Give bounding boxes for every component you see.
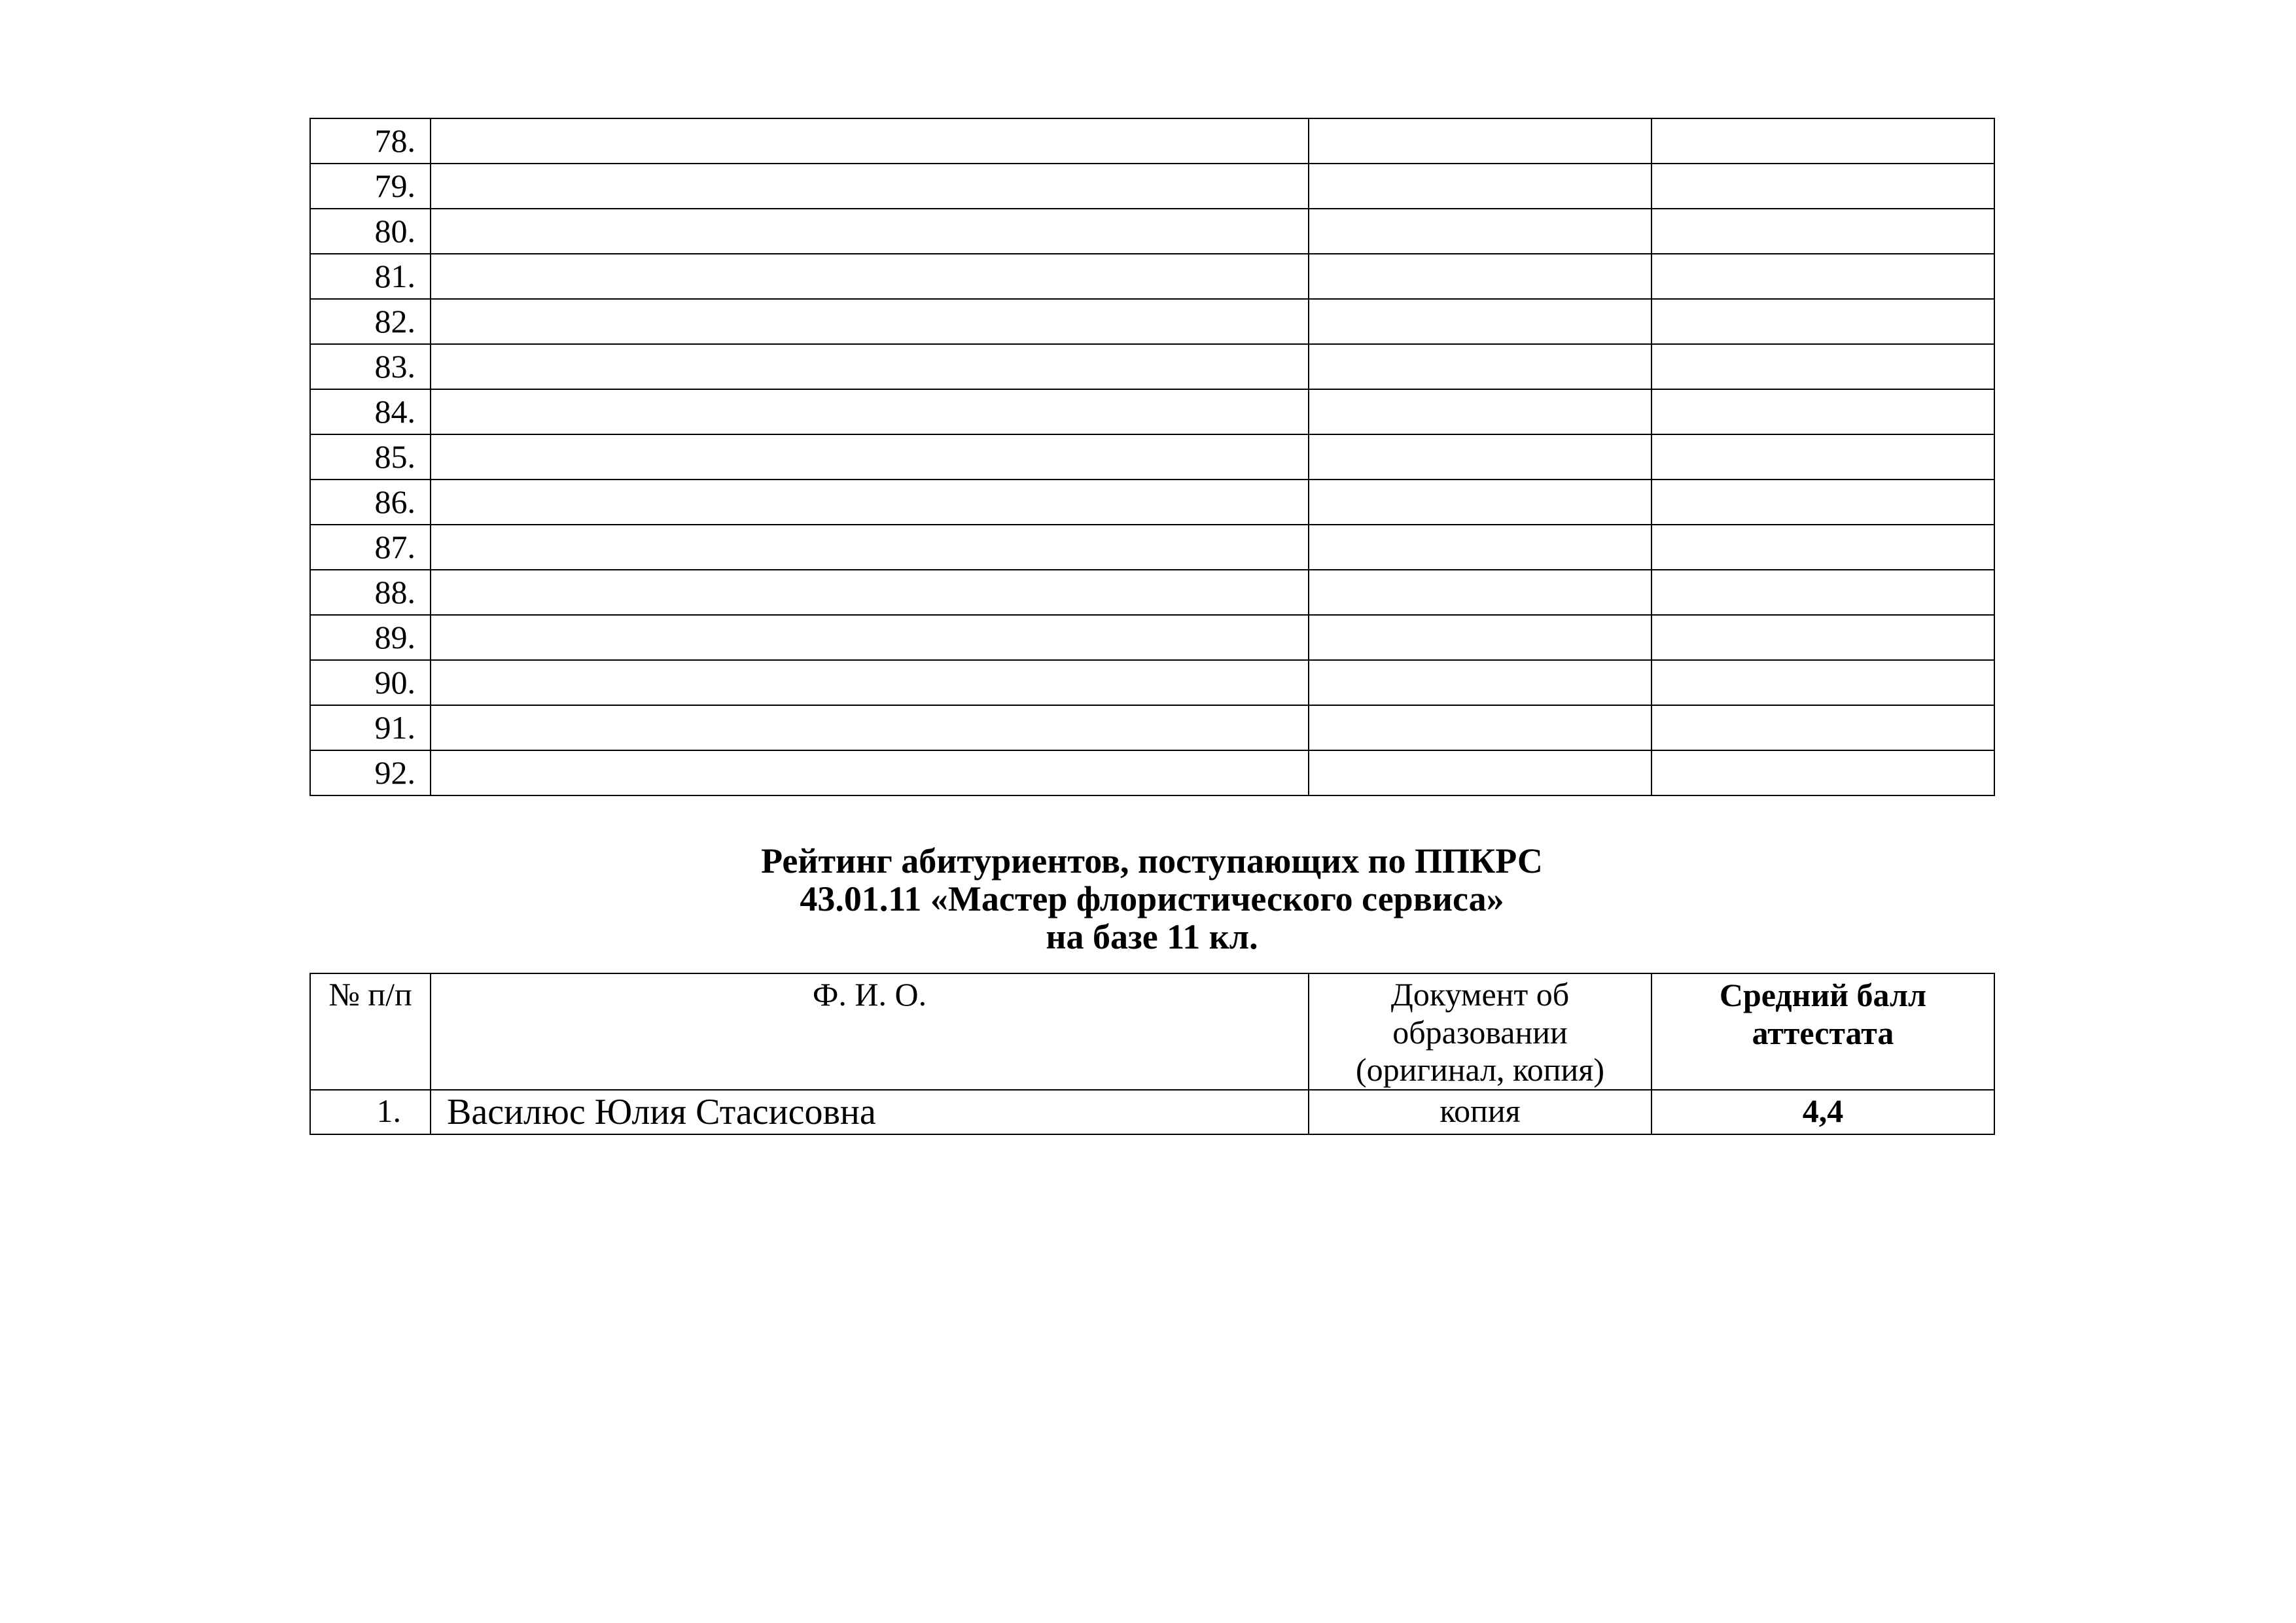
row-number: 81. [310,254,431,299]
header-full-name: Ф. И. О. [431,973,1309,1090]
document-cell [1309,118,1651,164]
table-row [310,705,1994,750]
score-cell [1651,750,1994,795]
table-row [310,660,1994,705]
row-number: 86. [310,480,431,525]
document-cell [1309,525,1651,570]
table-row [310,254,1994,299]
row-number: 85. [310,434,431,480]
name-cell [431,209,1309,254]
name-cell [431,480,1309,525]
header-document-line-2: образовании [1392,1013,1568,1051]
name-cell [431,344,1309,389]
table-row [310,434,1994,480]
name-cell [431,615,1309,660]
table-row [310,570,1994,615]
row-number: 1. [310,1090,431,1134]
rating-header-row [310,973,1994,1090]
title-line-1: Рейтинг абитуриентов, поступающих по ППКРС [761,841,1543,881]
document-cell [1309,570,1651,615]
document-cell [1309,434,1651,480]
score-cell [1651,254,1994,299]
continued-table-body [310,118,1994,795]
score-cell [1651,480,1994,525]
document-type: копия [1309,1090,1651,1134]
document-cell [1309,480,1651,525]
document-cell [1309,389,1651,434]
table-row [310,118,1994,164]
row-number: 88. [310,570,431,615]
name-cell [431,660,1309,705]
document-cell [1309,209,1651,254]
name-cell [431,525,1309,570]
table-row [310,615,1994,660]
score-cell [1651,164,1994,209]
table-row [310,164,1994,209]
document-cell [1309,254,1651,299]
section-title [309,842,1994,956]
applicant-name: Василюс Юлия Стасисовна [431,1090,1309,1134]
header-average-score [1651,973,1994,1090]
table-row [310,525,1994,570]
document-cell [1309,705,1651,750]
name-cell [431,389,1309,434]
document-cell [1309,299,1651,344]
continued-applicants-table [309,118,1995,796]
name-cell [431,434,1309,480]
name-cell [431,118,1309,164]
document-cell [1309,750,1651,795]
row-number: 80. [310,209,431,254]
score-cell [1651,570,1994,615]
row-number: 83. [310,344,431,389]
rating-row [310,1090,1994,1134]
row-number: 79. [310,164,431,209]
score-cell [1651,705,1994,750]
header-document-line-3: (оригинал, копия) [1356,1051,1604,1088]
row-number: 91. [310,705,431,750]
table-row [310,389,1994,434]
header-document [1309,973,1651,1090]
score-cell [1651,389,1994,434]
table-row [310,209,1994,254]
score-cell [1651,299,1994,344]
header-score-line-1: Средний балл [1719,977,1927,1013]
document-cell [1309,164,1651,209]
row-number: 92. [310,750,431,795]
name-cell [431,570,1309,615]
title-line-3: на базе 11 кл. [1046,917,1258,956]
header-document-line-1: Документ об [1390,976,1570,1013]
row-number: 90. [310,660,431,705]
row-number: 84. [310,389,431,434]
score-cell [1651,525,1994,570]
average-score: 4,4 [1651,1090,1994,1134]
score-cell [1651,118,1994,164]
header-score-line-2: аттестата [1752,1014,1894,1051]
document-cell [1309,615,1651,660]
table-row [310,480,1994,525]
score-cell [1651,209,1994,254]
header-number: № п/п [310,973,431,1090]
title-line-2: 43.01.11 «Мастер флористического сервиса» [800,879,1504,918]
row-number: 87. [310,525,431,570]
score-cell [1651,660,1994,705]
rating-table [309,973,1995,1135]
document-cell [1309,344,1651,389]
document-cell [1309,660,1651,705]
table-row [310,344,1994,389]
name-cell [431,164,1309,209]
row-number: 82. [310,299,431,344]
name-cell [431,750,1309,795]
rating-table-body [310,973,1994,1134]
score-cell [1651,434,1994,480]
name-cell [431,299,1309,344]
name-cell [431,705,1309,750]
row-number: 89. [310,615,431,660]
row-number: 78. [310,118,431,164]
score-cell [1651,344,1994,389]
table-row [310,299,1994,344]
score-cell [1651,615,1994,660]
table-row [310,750,1994,795]
name-cell [431,254,1309,299]
